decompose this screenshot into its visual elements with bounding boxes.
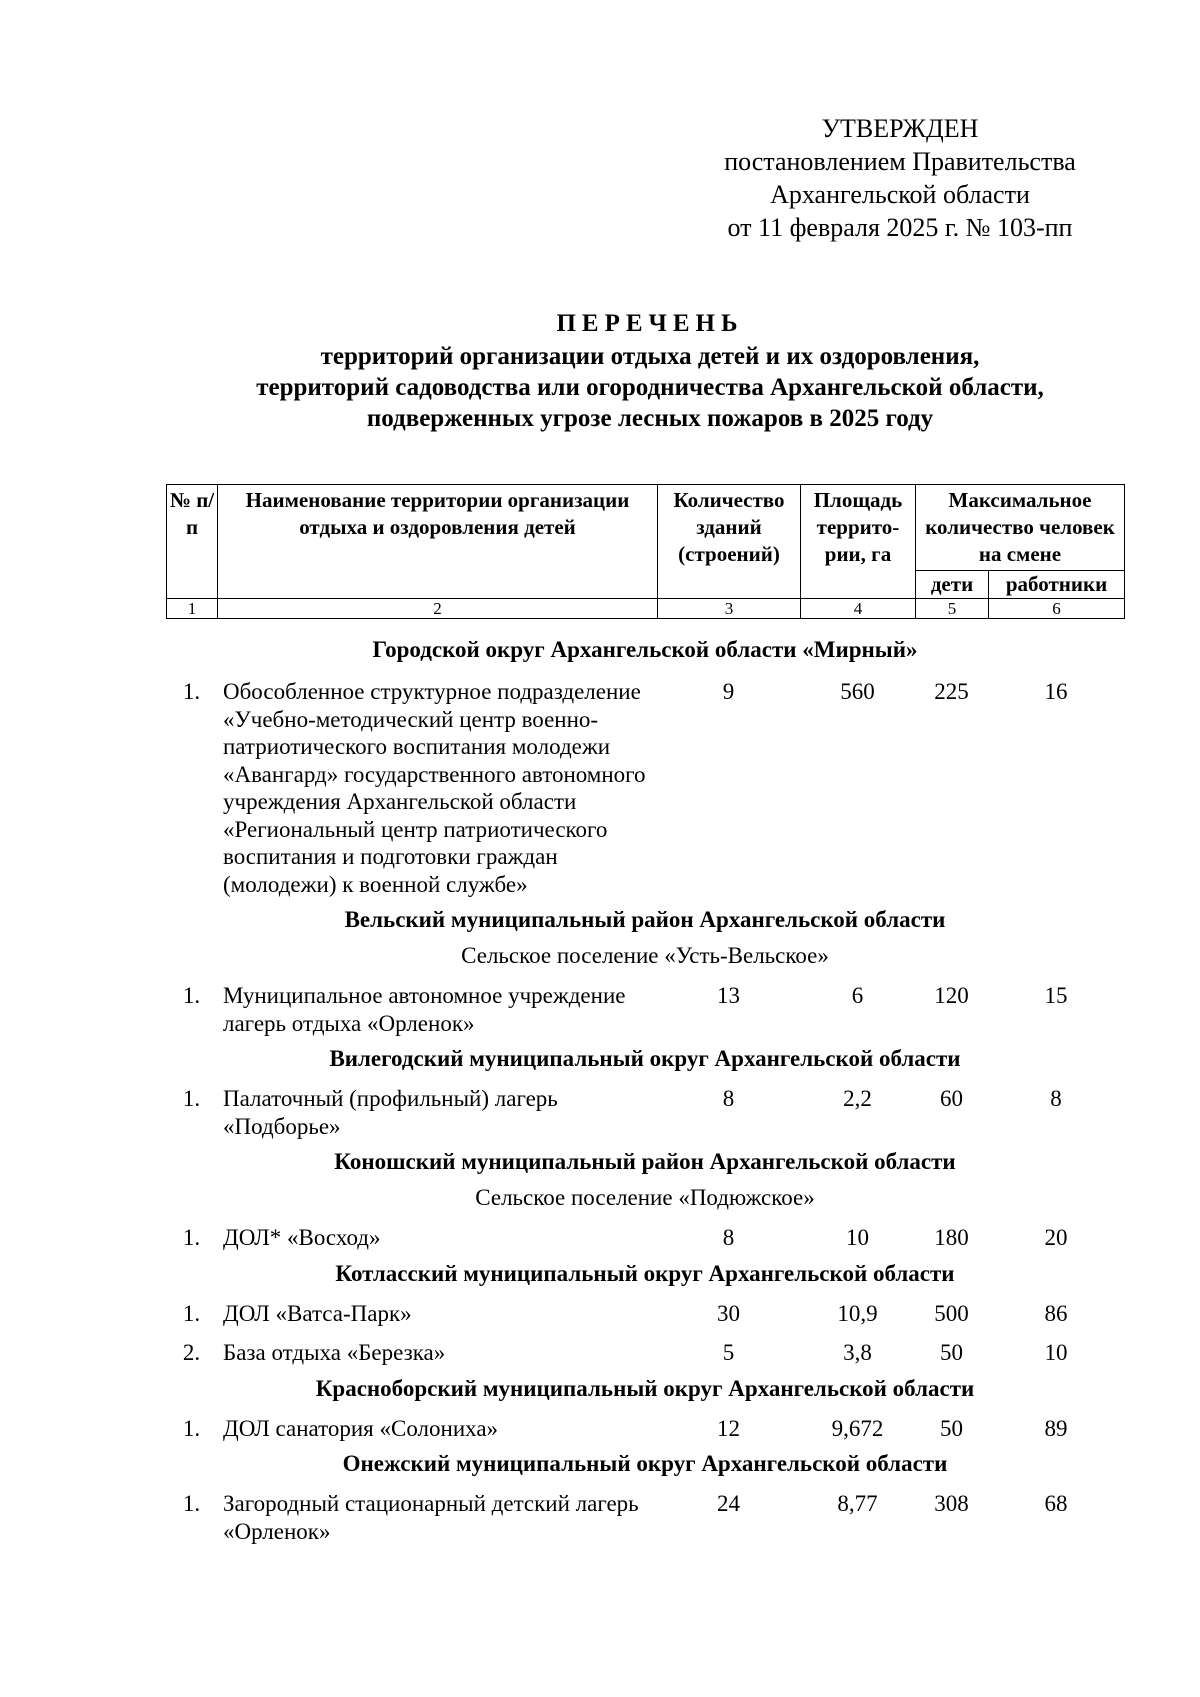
approval-line-4: от 11 февраля 2025 г. № 103-пп xyxy=(727,213,1073,242)
row-name: ДОЛ санатория «Солониха» xyxy=(223,1415,499,1441)
title-line-2: территорий садоводства или огородничества Архангельской области, xyxy=(256,374,1044,401)
title-caps: ПЕРЕЧЕНЬ xyxy=(556,310,744,337)
row-area: 6 xyxy=(851,983,864,1008)
title-line-3: подверженных угрозе лесных пожаров в 2025 году xyxy=(366,405,934,432)
header-name: Наименование территории организации отдыха и оздоровления детей xyxy=(218,485,658,599)
row-name: Загородный стационарный детский лагерь «Орленок» xyxy=(223,1491,639,1544)
row-name: Палаточный (профильный) лагерь «Подборье» xyxy=(223,1086,558,1139)
row-children: 180 xyxy=(934,1225,969,1250)
row-num: 1. xyxy=(182,1300,201,1326)
section-title: Вельский муниципальный район Архангельской области xyxy=(344,907,946,932)
row-children: 500 xyxy=(934,1300,969,1326)
row-area: 560 xyxy=(840,679,875,704)
row-area: 9,672 xyxy=(831,1415,884,1441)
header-children: дети xyxy=(916,571,989,599)
row-num: 1. xyxy=(182,679,201,704)
row-num: 1. xyxy=(182,983,201,1008)
table-row xyxy=(166,982,1124,1037)
table-row xyxy=(166,1415,1124,1443)
section-title: Вилегодский муниципальный округ Архангельской области xyxy=(329,1046,961,1071)
section-subtitle: Сельское поселение «Усть-Вельское» xyxy=(461,943,829,968)
approval-line-1: УТВЕРЖДЕН xyxy=(821,114,979,143)
column-number: 3 xyxy=(658,599,801,619)
table-body xyxy=(166,636,1124,1545)
row-area: 3,8 xyxy=(843,1340,872,1365)
section-subtitle: Сельское поселение «Подюжское» xyxy=(475,1185,815,1210)
row-workers: 86 xyxy=(1044,1300,1068,1326)
row-workers: 8 xyxy=(1050,1086,1062,1111)
title-line-1: территорий организации отдыха детей и их оздоровления, xyxy=(320,343,980,370)
row-name: База отдыха «Березка» xyxy=(223,1340,446,1365)
row-workers: 20 xyxy=(1044,1225,1068,1250)
table-row xyxy=(166,1224,1124,1252)
row-num: 1. xyxy=(182,1086,201,1111)
row-workers: 16 xyxy=(1044,679,1068,704)
table-row xyxy=(166,1490,1124,1545)
table-header xyxy=(166,484,1125,619)
row-name: ДОЛ* «Восход» xyxy=(223,1225,381,1250)
row-buildings: 8 xyxy=(722,1086,735,1111)
header-workers: работники xyxy=(989,571,1125,599)
row-num: 1. xyxy=(182,1225,201,1250)
row-buildings: 13 xyxy=(717,983,740,1008)
approval-line-3: Архангельской области xyxy=(770,180,1030,209)
section-title: Красноборский муниципальный округ Архангельской области xyxy=(315,1375,975,1401)
column-number: 2 xyxy=(218,599,658,619)
section-title: Городской округ Архангельской области «Мирный» xyxy=(372,637,918,662)
header-num: № п/п xyxy=(167,485,218,599)
header-max: Максимальное количество человек на смене xyxy=(916,485,1125,571)
row-children: 308 xyxy=(934,1491,969,1516)
row-name: ДОЛ «Ватса-Парк» xyxy=(223,1300,412,1326)
row-num: 1. xyxy=(182,1491,201,1516)
approval-line-2: постановлением Правительства xyxy=(724,147,1076,176)
row-children: 120 xyxy=(934,983,969,1008)
row-name: Муниципальное автономное учреждение лагерь отдыха «Орленок» xyxy=(223,983,626,1036)
section-title: Коношский муниципальный район Архангельской области xyxy=(334,1149,956,1174)
row-buildings: 5 xyxy=(722,1340,735,1365)
row-workers: 68 xyxy=(1044,1491,1068,1516)
table-row xyxy=(166,1339,1124,1367)
row-children: 60 xyxy=(940,1086,963,1111)
header-area: Площадь террито-рии, га xyxy=(801,485,916,599)
row-num: 2. xyxy=(182,1340,201,1365)
row-workers: 15 xyxy=(1044,983,1068,1008)
table-row xyxy=(166,1300,1124,1328)
row-name: Обособленное структурное подразделение «Учебно-методический центр военно-патриотического воспитания молодежи «Авангард» государственного автономного учреждения Архангельской области «Региональный центр патриотического воспитания и подготовки граждан (молодежи) к военной службе» xyxy=(223,679,646,897)
table-row xyxy=(166,678,1124,898)
row-children: 50 xyxy=(940,1415,963,1441)
header-buildings: Количество зданий (строений) xyxy=(658,485,801,599)
row-num: 1. xyxy=(182,1415,201,1441)
row-buildings: 9 xyxy=(722,679,735,704)
row-area: 10 xyxy=(846,1225,869,1250)
row-children: 225 xyxy=(934,679,969,704)
section-title: Онежский муниципальный округ Архангельской области xyxy=(342,1451,948,1476)
document-title xyxy=(130,308,1170,434)
row-buildings: 12 xyxy=(717,1415,740,1441)
column-number: 1 xyxy=(167,599,218,619)
section-title: Котласский муниципальный округ Архангельской области xyxy=(335,1260,955,1286)
row-buildings: 8 xyxy=(722,1225,735,1250)
row-workers: 89 xyxy=(1044,1415,1068,1441)
column-number: 4 xyxy=(801,599,916,619)
row-buildings: 30 xyxy=(717,1300,740,1326)
row-area: 10,9 xyxy=(837,1300,878,1326)
row-area: 2,2 xyxy=(843,1086,872,1111)
row-children: 50 xyxy=(940,1340,963,1365)
row-area: 8,77 xyxy=(837,1491,878,1516)
row-buildings: 24 xyxy=(717,1491,740,1516)
column-number: 6 xyxy=(989,599,1125,619)
approval-block xyxy=(700,112,1100,244)
row-workers: 10 xyxy=(1044,1340,1068,1365)
table-row xyxy=(166,1085,1124,1140)
column-number: 5 xyxy=(916,599,989,619)
